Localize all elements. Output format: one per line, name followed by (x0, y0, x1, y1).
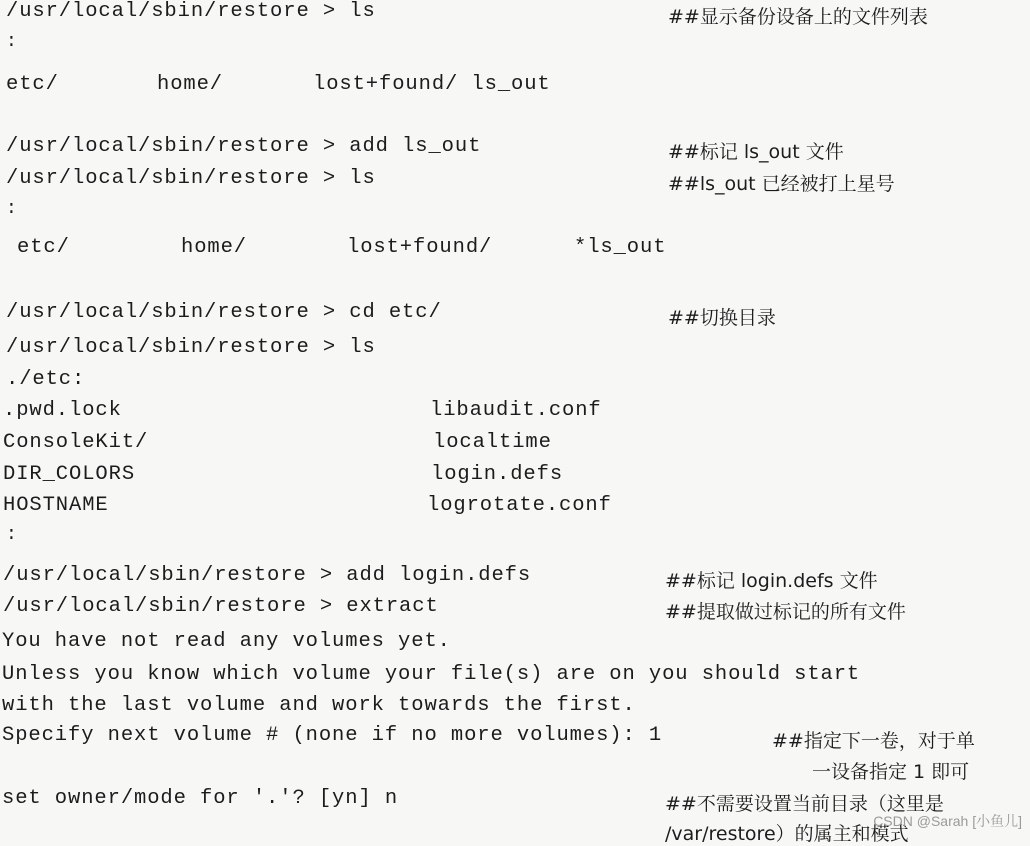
command-line: /usr/local/sbin/restore > ls (6, 167, 376, 190)
listing-item: localtime (433, 431, 552, 454)
output-line: Specify next volume # (none if no more volumes): 1 (2, 724, 663, 747)
listing-item: logrotate.conf (427, 494, 612, 517)
command-line: /usr/local/sbin/restore > extract (3, 595, 439, 618)
listing-item: DIR_COLORS (3, 463, 136, 486)
comment: ##指定下一卷，对于单 (772, 730, 975, 752)
listing-item: etc/ (6, 73, 59, 96)
listing-item: .pwd.lock (3, 399, 122, 422)
output-line: set owner/mode for '.'? [yn] n (2, 787, 399, 810)
comment: ##切换目录 (668, 307, 776, 329)
comment: /var/restore）的属主和模式 (665, 823, 909, 845)
command-line: /usr/local/sbin/restore > add ls_out (6, 135, 482, 158)
ellipsis: : (6, 525, 17, 545)
output-line: Unless you know which volume your file(s) are on you should start (2, 663, 861, 686)
command-line: /usr/local/sbin/restore > add login.defs (3, 564, 532, 587)
ellipsis: : (6, 199, 17, 219)
listing-item: libaudit.conf (430, 399, 602, 422)
listing-item: lost+found/ (347, 236, 493, 259)
comment: ##不需要设置当前目录（这里是 (665, 793, 944, 815)
comment: ##ls_out 已经被打上星号 (668, 173, 895, 195)
comment: ##标记 login.defs 文件 (665, 570, 878, 592)
command-line: /usr/local/sbin/restore > ls (6, 0, 376, 23)
comment: ##标记 ls_out 文件 (668, 141, 844, 163)
command-line: /usr/local/sbin/restore > cd etc/ (6, 301, 442, 324)
listing-item: login.defs (431, 463, 564, 486)
comment: 一设备指定 1 即可 (812, 761, 970, 783)
listing-item: home/ (181, 236, 248, 259)
command-line: /usr/local/sbin/restore > ls (6, 336, 376, 359)
output-line: You have not read any volumes yet. (2, 630, 451, 653)
comment: ##提取做过标记的所有文件 (665, 601, 906, 623)
listing-item: HOSTNAME (3, 494, 109, 517)
output-line: with the last volume and work towards the first. (2, 694, 636, 717)
listing-item: ConsoleKit/ (3, 431, 149, 454)
listing-item: lost+found/ ls_out (313, 73, 551, 96)
ellipsis: : (6, 32, 17, 52)
listing-item: etc/ (17, 236, 70, 259)
listing-item: *ls_out (574, 236, 667, 259)
listing-item: home/ (157, 73, 224, 96)
watermark: CSDN @Sarah [小鱼儿] (873, 813, 1022, 829)
output-line: ./etc: (6, 368, 86, 391)
comment: ##显示备份设备上的文件列表 (668, 6, 928, 28)
